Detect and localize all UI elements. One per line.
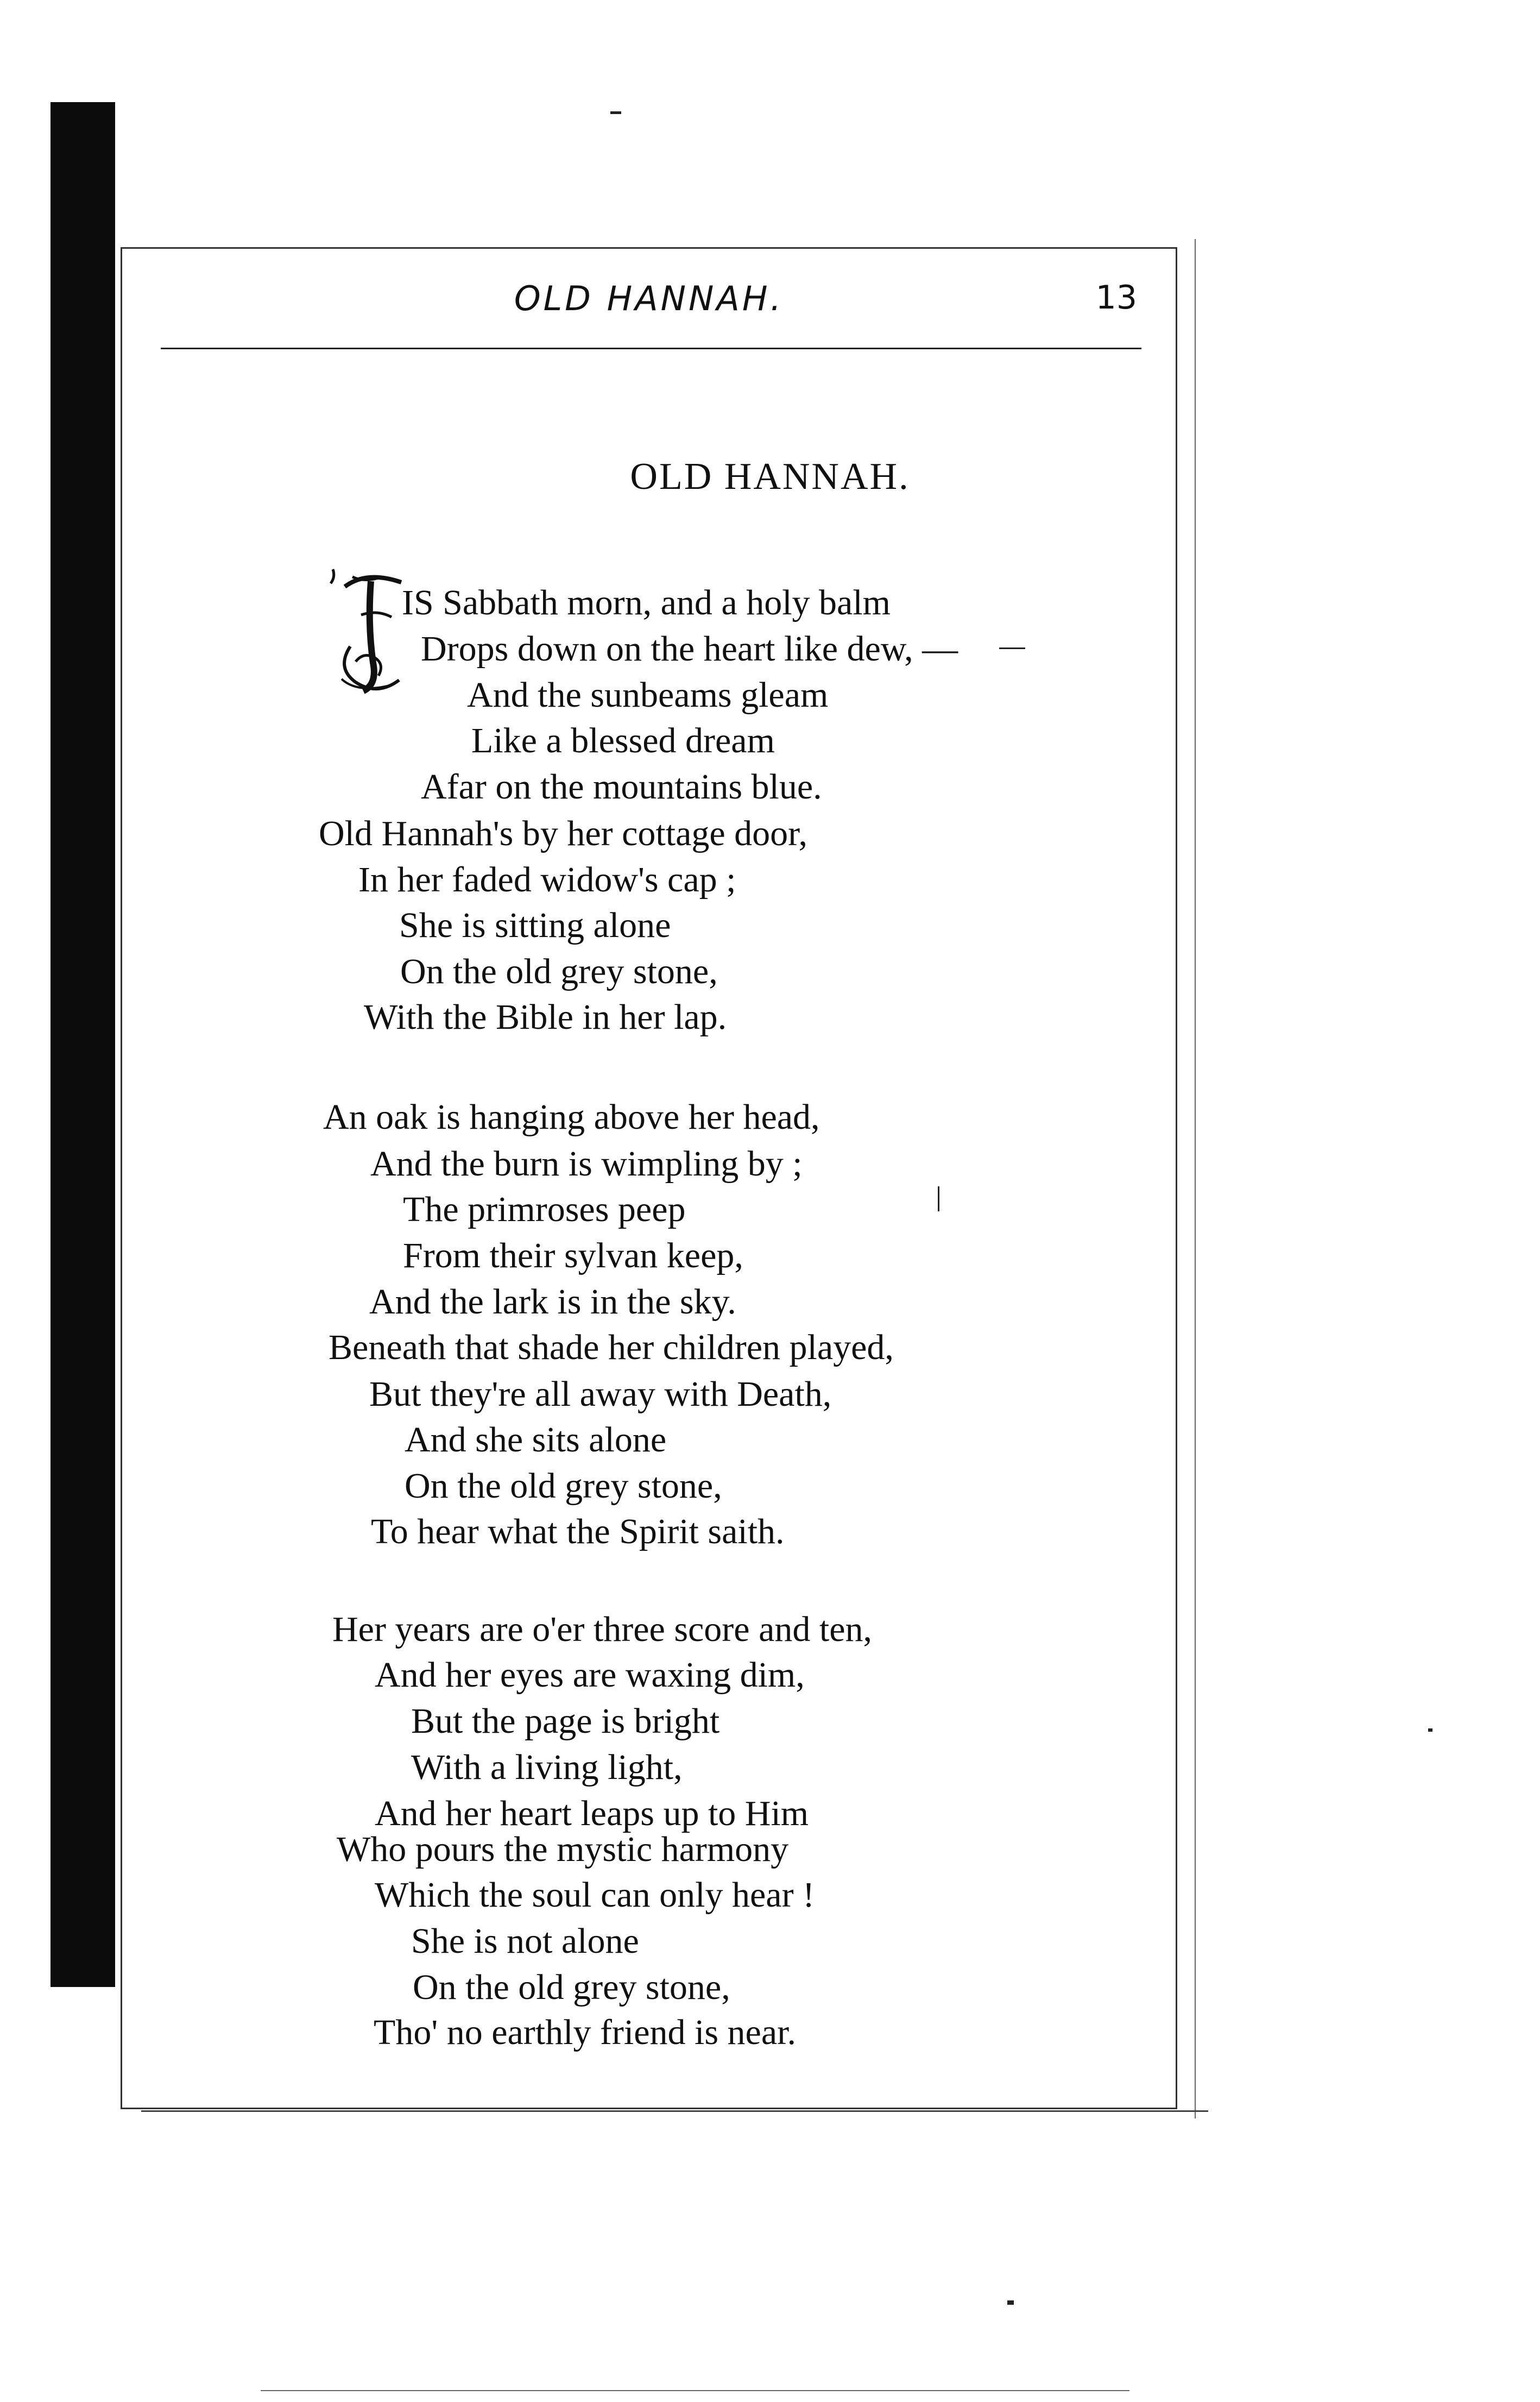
poem-line: Drops down on the heart like dew, — <box>421 629 958 669</box>
poem-line: But the page is bright <box>411 1701 720 1741</box>
binding-edge <box>51 102 115 1987</box>
poem-line: And the sunbeams gleam <box>467 675 829 715</box>
poem-line: Who pours the mystic harmony <box>337 1829 789 1869</box>
poem-line: The primroses peep <box>403 1190 686 1229</box>
poem-line: To hear what the Spirit saith. <box>371 1512 785 1551</box>
poem-line: And the lark is in the sky. <box>369 1282 736 1322</box>
frame-shadow-right <box>1195 239 1196 2118</box>
poem-line: Old Hannah's by her cottage door, <box>319 814 807 853</box>
drop-cap-ornament <box>329 565 405 698</box>
poem-line: And her eyes are waxing dim, <box>375 1655 805 1695</box>
poem-line: She is not alone <box>411 1921 639 1961</box>
poem-line: Her years are o'er three score and ten, <box>332 1609 872 1649</box>
poem-line: With a living light, <box>411 1747 683 1787</box>
margin-mark <box>999 647 1025 649</box>
page-number: 13 <box>1095 279 1137 317</box>
poem-line: And her heart leaps up to Him <box>375 1794 809 1833</box>
poem-line: An oak is hanging above her head, <box>323 1097 820 1137</box>
frame-shadow-bottom <box>141 2110 1208 2112</box>
poem-line: On the old grey stone, <box>413 1967 730 2007</box>
poem-title: OLD HANNAH. <box>630 456 910 498</box>
running-head <box>157 274 1140 334</box>
poem-line: In her faded widow's cap ; <box>358 860 736 900</box>
poem-line: From their sylvan keep, <box>403 1236 743 1275</box>
bottom-edge-line <box>261 2390 1129 2391</box>
poem-line: Which the soul can only hear ! <box>375 1875 815 1915</box>
poem-line: On the old grey stone, <box>405 1466 722 1506</box>
margin-mark <box>610 111 621 114</box>
poem-line: Afar on the mountains blue. <box>421 767 822 807</box>
poem-line: Tho' no earthly friend is near. <box>374 2013 796 2052</box>
margin-mark <box>1428 1728 1432 1732</box>
poem-line: And the burn is wimpling by ; <box>370 1144 803 1184</box>
poem-line: IS Sabbath morn, and a holy balm <box>402 583 891 622</box>
poem-line: Beneath that shade her children played, <box>329 1328 894 1367</box>
poem-line: On the old grey stone, <box>400 952 718 991</box>
running-title: OLD HANNAH. <box>514 279 784 318</box>
poem-line: Like a blessed dream <box>471 721 775 760</box>
margin-mark <box>938 1186 939 1211</box>
poem-line: She is sitting alone <box>399 906 671 945</box>
poem-line: With the Bible in her lap. <box>364 997 727 1037</box>
margin-mark <box>1007 2300 1014 2305</box>
poem-line: And she sits alone <box>405 1420 667 1460</box>
header-rule <box>161 348 1141 349</box>
poem-line: But they're all away with Death, <box>369 1374 832 1414</box>
